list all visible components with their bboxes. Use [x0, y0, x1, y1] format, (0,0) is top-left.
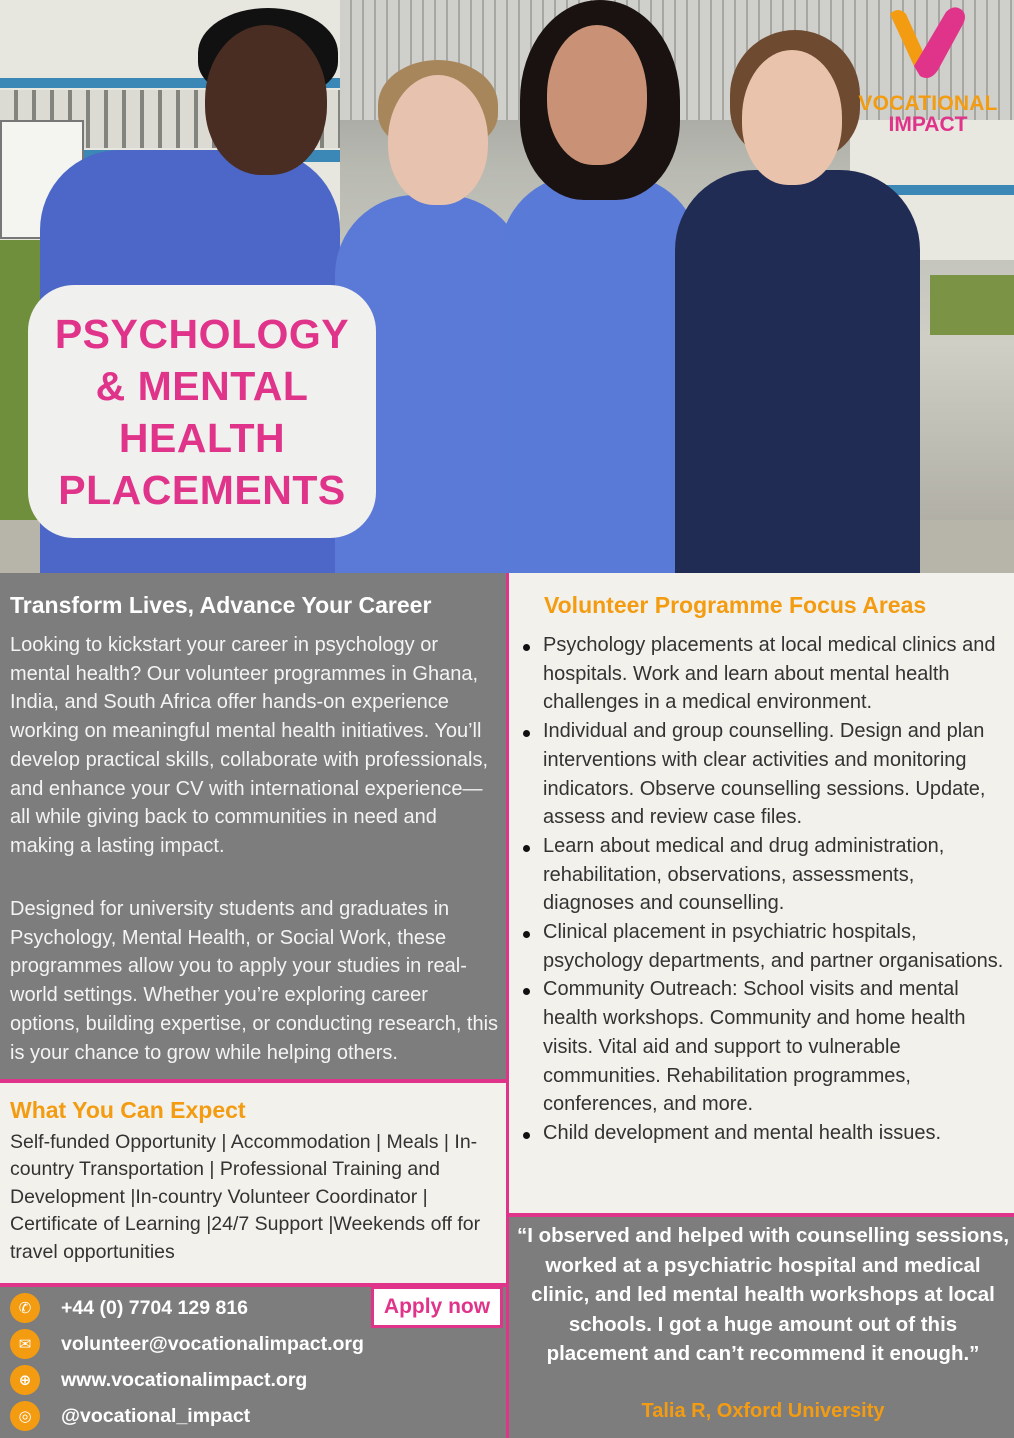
contact-email[interactable]: [10, 1329, 364, 1359]
vocational-impact-logo: [848, 4, 1008, 136]
email-link[interactable]: volunteer@vocationalimpact.org: [61, 1332, 364, 1355]
column-divider: [506, 573, 509, 1438]
testimonial-quote: “I observed and helped with counselling sessions, worked at a psychiatric hospital and medical clinic, and led mental health workshops at local schools. I got a huge amount out of this placement and can’t recommend it enough.”: [516, 1224, 1010, 1365]
website-link[interactable]: www.vocationalimpact.org: [61, 1368, 308, 1391]
intro-heading: Transform Lives, Advance Your Career: [10, 592, 432, 618]
list-item: Child development and mental health issues.: [520, 1119, 1006, 1148]
phone-link[interactable]: +44 (0) 7704 129 816: [61, 1296, 249, 1319]
email-icon: ✉: [10, 1329, 40, 1359]
testimonial-author: Talia R, Oxford University: [641, 1400, 885, 1422]
intro-paragraph-1: Looking to kickstart your career in psychology or mental health? Our volunteer programmes in Ghana, India, and South Africa offer hands-on experience working on meaningful mental health initiatives. You’ll develop practical skills, collaborate with professionals, and enhance your CV with international experience—all while giving back to communities in need and making a lasting impact.: [10, 634, 489, 857]
instagram-link[interactable]: @vocational_impact: [61, 1404, 251, 1427]
bullet-icon: [523, 988, 530, 995]
list-item: Psychology placements at local medical clinics and hospitals. Work and learn about mental health challenges in a medical environment.: [520, 631, 1006, 717]
bullet-icon: [523, 730, 530, 737]
contact-phone[interactable]: [10, 1293, 249, 1323]
logo-text-impact: IMPACT: [888, 113, 968, 136]
title-bubble: [28, 285, 376, 538]
phone-icon: ✆: [10, 1293, 40, 1323]
focus-heading: Volunteer Programme Focus Areas: [544, 592, 927, 618]
focus-list: [520, 631, 1006, 1148]
expect-text: Self-funded Opportunity | Accommodation | Meals | In-country Transportation | Professional Training and Development |In-country Volunteer Coordinator | Certificate of Learning |24/7 Support |Weekends off for travel opportunities: [10, 1131, 481, 1263]
bullet-icon: [523, 931, 530, 938]
bullet-icon: [523, 845, 530, 852]
bullet-icon: [523, 644, 530, 651]
logo-v-mark-icon: [884, 4, 974, 84]
contact-website[interactable]: [10, 1365, 308, 1395]
contact-instagram[interactable]: [10, 1401, 251, 1431]
list-item: Learn about medical and drug administration, rehabilitation, observations, assessments, diagnoses and counselling.: [520, 832, 1006, 918]
logo-text-vocational: VOCATIONAL: [858, 92, 998, 115]
globe-icon: ⊕: [10, 1365, 40, 1395]
apply-now-button[interactable]: Apply now: [371, 1286, 503, 1328]
expect-heading: What You Can Expect: [10, 1097, 246, 1123]
intro-paragraph-2: Designed for university students and graduates in Psychology, Mental Health, or Social Work, these programmes allow you to apply your studies in real-world settings. Whether you’re exploring career options, building expertise, or conducting research, this is your chance to grow while helping others.: [10, 898, 499, 1064]
grass-right: [930, 275, 1014, 335]
bullet-icon: [523, 1132, 530, 1139]
list-item: Clinical placement in psychiatric hospitals, psychology departments, and partner organisations.: [520, 918, 1006, 975]
list-item: Individual and group counselling. Design and plan interventions with clear activities and monitoring indicators. Observe counselling sessions. Update, assess and review case files.: [520, 717, 1006, 832]
page-title: PSYCHOLOGY & MENTAL HEALTH PLACEMENTS: [54, 310, 350, 513]
list-item: Community Outreach: School visits and mental health workshops. Community and home health visits. Vital aid and support to vulnerable communities. Rehabilitation programmes, conferences, and more.: [520, 975, 1006, 1119]
instagram-icon: ◎: [10, 1401, 40, 1431]
